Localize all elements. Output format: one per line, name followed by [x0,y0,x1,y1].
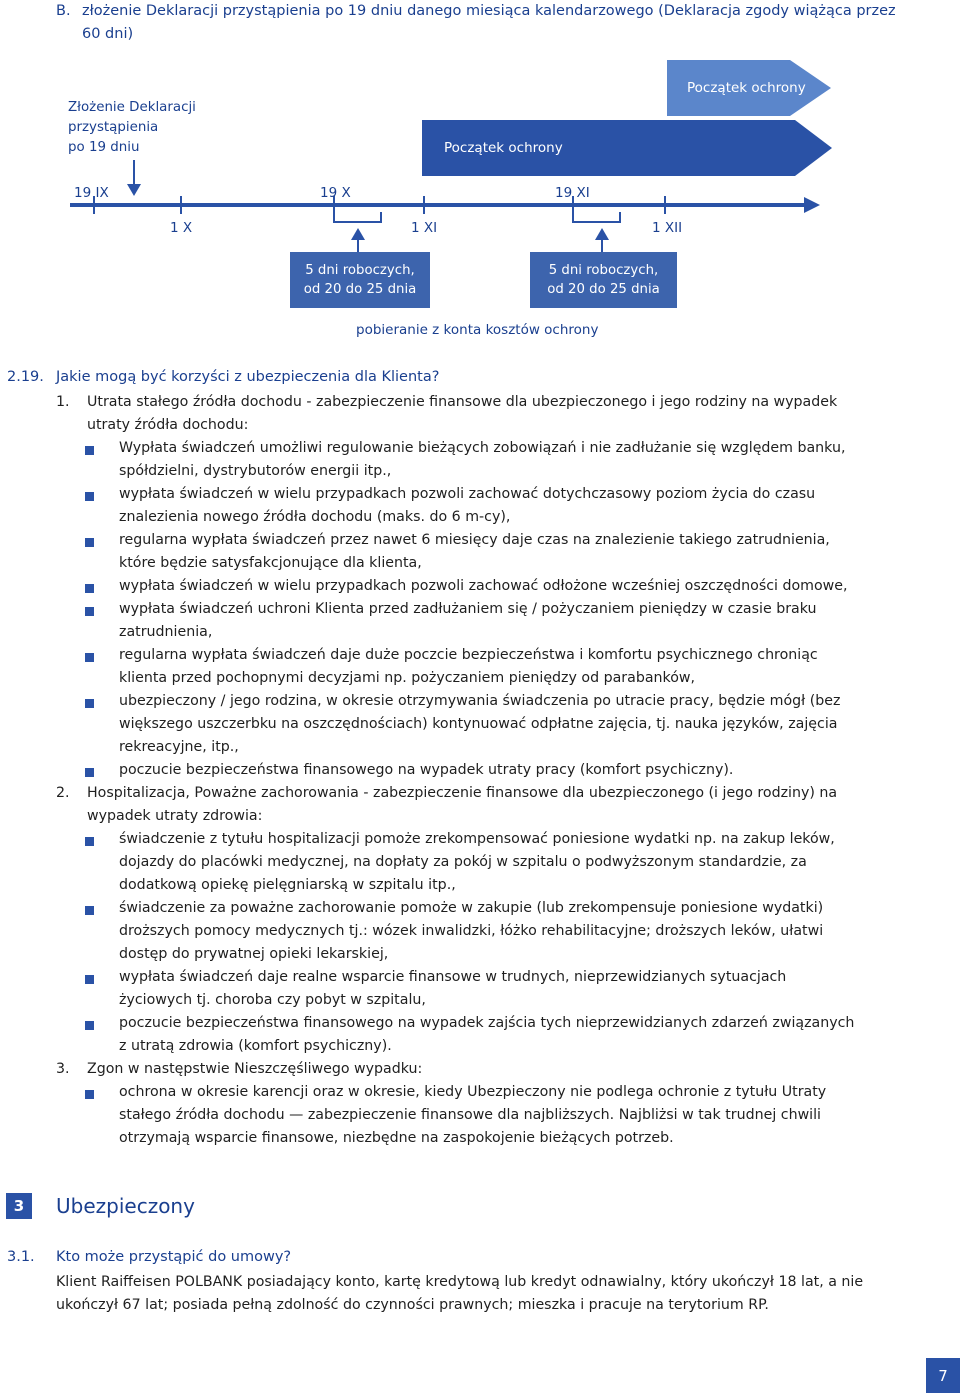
working-days-box-2 [530,252,677,308]
bullet-square-icon [85,906,94,915]
benefit-item-text [87,391,857,437]
bullet-square-icon [85,653,94,662]
bullet-line: wypłata świadczeń uchroni Klienta przed zadłużaniem się / pożyczaniem pieniędzy w czasie braku [119,601,817,617]
bullet-line: Wypłata świadczeń umożliwi regulowanie bieżących zobowiązań i nie zadłużanie się względem banku, [119,440,846,456]
cost-collection-label: pobieranie z konta kosztów ochrony [356,322,599,338]
working-days-2-line-2: od 20 do 25 dnia [547,282,660,297]
timeline-arrowhead [804,197,820,213]
benefit-item-text [87,1058,857,1081]
benefit-item-line: wypadek utraty zdrowia: [87,808,263,824]
bullet-text [119,483,859,529]
declaration-line-2: przystąpienia [68,120,159,135]
bracket-1 [334,212,381,222]
section-3-number: 3 [6,1193,32,1219]
section-2-19-number: 2.19. [7,369,44,385]
bullet-line: wypłata świadczeń w wielu przypadkach pozwoli zachować dotychczasowy poziom życia do czasu [119,486,816,502]
working-days-2-line-1: 5 dni roboczych, [548,263,659,278]
bullet-line: rekreacyjne, itp., [119,739,239,755]
bullet-line: dodatkową opiekę pielęgniarską w szpitalu itp., [119,877,456,893]
bullet-line: większego uszczerbku na oszczędnościach) kontynuować odpłatne zajęcia, tj. nauka języków, zajęcia [119,716,838,732]
working-days-1-line-2: od 20 do 25 dnia [303,282,417,297]
bullet-square-icon [85,1021,94,1030]
bullet-text [119,644,859,690]
bullet-line: ochrona w okresie karencji oraz w okresie, kiedy Ubezpieczony nie podlega ochronie z tytułu Utraty [119,1084,827,1100]
bullet-square-icon [85,768,94,777]
bullet-square-icon [85,975,94,984]
benefit-item-line: Utrata stałego źródła dochodu - zabezpieczenie finansowe dla ubezpieczonego i jego rodziny na wypadek [87,394,838,410]
bullet-line: życiowych tj. choroba czy pobyt w szpitalu, [119,992,426,1008]
bullet-text [119,966,859,1012]
bullet-line: świadczenie za poważne zachorowanie pomoże w zakupie (lub zrekompensuje poniesione wydatki) [119,900,824,916]
bullet-line: znalezienia nowego źródła dochodu (maks. do 6 m-cy), [119,509,511,525]
declaration-line-1: Złożenie Deklaracji [68,100,196,115]
bullet-text [119,575,859,598]
date-1-xi: 1 XI [411,220,438,236]
bullet-line: dojazdy do placówki medycznej, na dopłaty za pokój w szpitalu o podwyższonym standardzie, za [119,854,807,870]
bullet-text [119,690,859,759]
bullet-line: poczucie bezpieczeństwa finansowego na wypadek zajścia tych nieprzewidzianych zdarzeń związanych [119,1015,855,1031]
working-days-box-1 [290,252,430,308]
bullet-square-icon [85,584,94,593]
bullet-text [119,598,859,644]
bullet-line: z utratą zdrowia (komfort psychiczny). [119,1038,392,1054]
bullet-line: klienta przed pochopnymi decyzjami np. pożyczaniem pieniędzy od parabanków, [119,670,696,686]
section-3-1-number: 3.1. [7,1249,35,1265]
bullet-square-icon [85,1090,94,1099]
bullet-square-icon [85,492,94,501]
bullet-line: wypłata świadczeń daje realne wsparcie finansowe w trudnych, nieprzewidzianych sytuacjach [119,969,787,985]
section-2-19-title: Jakie mogą być korzyści z ubezpieczenia dla Klienta? [56,369,440,385]
bullet-text [119,529,859,575]
bullet-text [119,759,859,782]
bullet-line: świadczenie z tytułu hospitalizacji pomoże zrekompensować poniesione wydatki np. na zakup leków, [119,831,835,847]
benefit-item-line: utraty źródła dochodu: [87,417,249,433]
benefit-item-text [87,782,857,828]
date-19-ix: 19 IX [74,185,109,201]
option-b-label: B. [56,3,71,19]
bullet-square-icon [85,699,94,708]
bullet-line: regularna wypłata świadczeń daje duże poczcie bezpieczeństwa i komfortu psychicznego chroniąc [119,647,818,663]
bullet-line: spółdzielni, dystrybutorów energii itp., [119,463,392,479]
bullet-text [119,828,859,897]
bullet-text [119,1012,859,1058]
date-1-x: 1 X [170,220,193,236]
section-3-1-line-1: Klient Raiffeisen POLBANK posiadający konto, kartę kredytową lub kredyt odnawialny, który ukończył 18 lat, a nie [56,1274,864,1290]
bullet-text [119,437,859,483]
coverage-start-label-2: Początek ochrony [444,140,563,156]
section-3-1-line-2: ukończył 67 lat; posiada pełną zdolność do czynności prawnych; mieszka i pracuje na terytorium RP. [56,1297,769,1313]
bullet-line: zatrudnienia, [119,624,213,640]
benefit-item-line: Zgon w następstwie Nieszczęśliwego wypadku: [87,1061,423,1077]
benefit-item-line: Hospitalizacja, Poważne zachorowania - zabezpieczenie finansowe dla ubezpieczonego (i jego rodziny) na [87,785,838,801]
bullet-line: które będzie satysfakcjonujące dla klienta, [119,555,422,571]
section-3-1-title: Kto może przystąpić do umowy? [56,1249,292,1265]
page-number: 7 [926,1358,960,1393]
date-19-x: 19 X [320,185,351,201]
coverage-start-label-1: Początek ochrony [687,80,806,96]
declaration-arrow-head [127,184,141,196]
bullet-line: poczucie bezpieczeństwa finansowego na wypadek utraty pracy (komfort psychiczny). [119,762,734,778]
bullet-text [119,897,859,966]
bullet-text [119,1081,859,1150]
bullet-square-icon [85,607,94,616]
bullet-line: stałego źródła dochodu — zabezpieczenie finansowe dla najbliższych. Najbliżsi w tak trudnej chwili [119,1107,822,1123]
section-3-1-body [56,1271,876,1317]
section-3-title: Ubezpieczony [56,1194,195,1218]
bracket-2 [573,212,620,222]
bullet-line: regularna wypłata świadczeń przez nawet 6 miesięcy daje czas na znalezienie takiego zatrudnienia, [119,532,830,548]
working-days-1-line-1: 5 dni roboczych, [305,263,415,278]
bullet-line: wypłata świadczeń w wielu przypadkach pozwoli zachować odłożone wcześniej oszczędności domowe, [119,578,848,594]
benefit-item-number: 2. [56,785,70,801]
bullet-square-icon [85,837,94,846]
declaration-line-3: po 19 dniu [68,140,140,155]
bullet-line: dostęp do prywatnej opieki lekarskiej, [119,946,389,962]
bullet-line: otrzymają wsparcie finansowe, niezbędne na zaspokojenie bieżących potrzeb. [119,1130,674,1146]
bullet-line: droższych pomocy medycznych tj.: wózek inwalidzki, łóżko rehabilitacyjne; droższych leków, ułatwi [119,923,824,939]
benefit-item-number: 1. [56,394,70,410]
benefit-item-number: 3. [56,1061,70,1077]
date-1-xii: 1 XII [652,220,683,236]
option-b-text: złożenie Deklaracji przystąpienia po 19 dniu danego miesiąca kalendarzowego (Deklaracja zgody wiążąca przez 60 dni) [82,3,896,42]
bullet-line: ubezpieczony / jego rodzina, w okresie otrzymywania świadczenia po utracie pracy, będzie mógł (bez [119,693,841,709]
date-19-xi: 19 XI [555,185,590,201]
bullet-square-icon [85,446,94,455]
bullet-square-icon [85,538,94,547]
